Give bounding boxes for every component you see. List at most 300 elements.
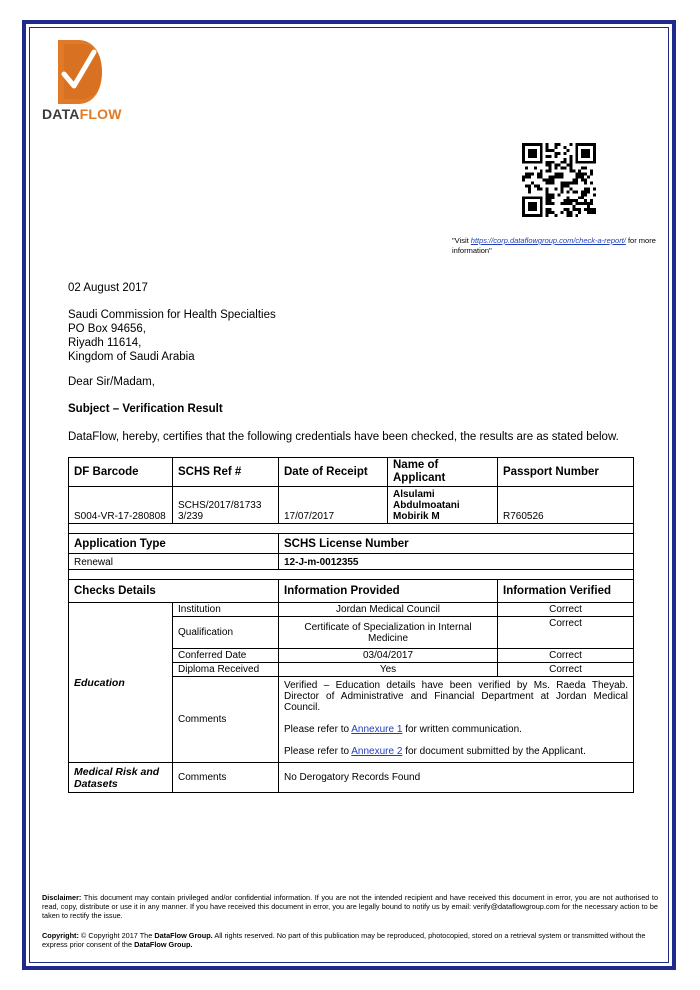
qr-module	[558, 173, 561, 176]
qr-module	[528, 176, 531, 179]
qr-module	[584, 187, 587, 190]
disclaimer-text: This document may contain privileged and/or confidential information. If you are not the intended recipient and have received this document in error, you are not authorised to read, copy, distribute or use it in any manner. If you have received this document in error, you are legally bound to notify us by email: verify@dataflowgroup.com for the necessary action to be taken to rectify the issue.	[42, 893, 658, 921]
qr-module	[558, 152, 561, 155]
qr-module	[540, 158, 543, 161]
verified-status: Correct	[498, 663, 634, 677]
spacer-cell	[69, 570, 634, 580]
qr-module	[534, 184, 537, 187]
qr-module	[549, 199, 552, 202]
qr-module	[555, 152, 558, 155]
qr-module	[531, 196, 534, 199]
qr-module	[566, 211, 569, 214]
qr-module	[546, 143, 549, 146]
qr-note-prefix: "Visit	[452, 236, 471, 245]
qr-module	[522, 205, 525, 208]
copyright-brand: DataFlow Group.	[154, 931, 213, 940]
qr-module	[560, 167, 563, 170]
qr-module	[566, 164, 569, 167]
qr-module	[531, 214, 534, 217]
qr-module	[560, 181, 563, 184]
qr-module	[555, 164, 558, 167]
qr-module	[543, 179, 546, 182]
qr-module	[590, 170, 593, 173]
copyright	[42, 931, 658, 949]
qr-module	[531, 161, 534, 164]
qr-module	[593, 143, 596, 146]
qr-module	[552, 179, 555, 182]
qr-module	[590, 143, 593, 146]
cell-passport-number: R760526	[498, 487, 634, 524]
qr-module	[525, 161, 528, 164]
qr-module	[531, 181, 534, 184]
qr-module	[575, 155, 578, 158]
qr-module	[525, 184, 528, 187]
table-header-row	[69, 458, 634, 487]
qr-module	[575, 190, 578, 193]
qr-module	[522, 211, 525, 214]
qr-module	[563, 202, 566, 205]
qr-module	[560, 161, 563, 164]
copyright-text: © Copyright 2017 The	[78, 931, 155, 940]
qr-module	[563, 158, 566, 161]
qr-module	[590, 199, 593, 202]
copyright-brand: DataFlow Group.	[134, 940, 193, 950]
qr-module	[546, 181, 549, 184]
logo-text-flow: FLOW	[79, 106, 122, 122]
qr-module	[587, 187, 590, 190]
qr-module	[549, 211, 552, 214]
qr-module	[584, 143, 587, 146]
qr-module	[534, 149, 537, 152]
header-information-verified: Information Verified	[498, 580, 634, 603]
qr-module	[555, 214, 558, 217]
qr-module	[587, 149, 590, 152]
qr-module	[584, 149, 587, 152]
qr-module	[575, 173, 578, 176]
qr-module	[566, 149, 569, 152]
qr-module	[537, 161, 540, 164]
qr-module	[546, 208, 549, 211]
qr-module	[587, 176, 590, 179]
qr-module	[549, 193, 552, 196]
qr-module	[575, 199, 578, 202]
qr-module	[552, 176, 555, 179]
qr-module	[587, 152, 590, 155]
qr-module	[572, 199, 575, 202]
qr-module	[575, 214, 578, 217]
qr-module	[537, 143, 540, 146]
application-row	[69, 554, 634, 570]
qr-module	[546, 196, 549, 199]
qr-module	[552, 181, 555, 184]
qr-module	[563, 167, 566, 170]
qr-module	[578, 208, 581, 211]
comment-text: Please refer to	[284, 746, 352, 757]
qr-module	[546, 149, 549, 152]
qr-module	[546, 214, 549, 217]
qr-module	[549, 208, 552, 211]
address-line: Riyadh 11614,	[68, 337, 142, 349]
qr-module	[522, 155, 525, 158]
qr-module	[569, 158, 572, 161]
qr-module	[534, 205, 537, 208]
verified-status: Correct	[498, 617, 634, 649]
qr-module	[581, 196, 584, 199]
check-label: Diploma Received	[173, 663, 279, 677]
qr-module	[540, 196, 543, 199]
qr-module	[566, 214, 569, 217]
check-label: Institution	[173, 603, 279, 617]
check-label: Qualification	[173, 617, 279, 649]
qr-module	[563, 208, 566, 211]
comments-label: Comments	[173, 763, 279, 793]
qr-module	[575, 208, 578, 211]
qr-module	[540, 176, 543, 179]
qr-module	[546, 179, 549, 182]
qr-module	[528, 202, 531, 205]
comment-paragraph: Verified – Education details have been verified by Ms. Raeda Theyab. Director of Administrative and Financial Department at Jordan Medical Council.	[284, 680, 628, 713]
qr-module	[555, 143, 558, 146]
education-comment	[279, 677, 634, 763]
qr-module	[534, 161, 537, 164]
copyright-label: Copyright:	[42, 931, 79, 940]
qr-module	[522, 158, 525, 161]
qr-module	[578, 176, 581, 179]
recipient-address	[68, 308, 276, 364]
qr-module	[581, 161, 584, 164]
logo-check-icon	[58, 40, 102, 104]
qr-module	[560, 202, 563, 205]
qr-module	[552, 211, 555, 214]
qr-module	[581, 143, 584, 146]
qr-module	[587, 161, 590, 164]
qr-module	[549, 202, 552, 205]
qr-module	[525, 176, 528, 179]
qr-module	[540, 199, 543, 202]
qr-module	[581, 176, 584, 179]
qr-module	[534, 208, 537, 211]
comment-paragraph	[284, 724, 628, 735]
qr-module	[552, 196, 555, 199]
qr-module	[569, 170, 572, 173]
qr-module	[522, 179, 525, 182]
qr-module	[587, 155, 590, 158]
qr-module	[560, 211, 563, 214]
table-spacer	[69, 524, 634, 534]
qr-module	[581, 202, 584, 205]
qr-module	[563, 161, 566, 164]
qr-module	[528, 187, 531, 190]
qr-module	[566, 184, 569, 187]
qr-module	[584, 199, 587, 202]
qr-module	[593, 211, 596, 214]
verification-table	[68, 457, 634, 793]
qr-module	[558, 143, 561, 146]
qr-module	[528, 149, 531, 152]
qr-module	[581, 152, 584, 155]
qr-module	[531, 149, 534, 152]
qr-module	[575, 181, 578, 184]
qr-module	[590, 202, 593, 205]
qr-module	[560, 173, 563, 176]
provided-value: 03/04/2017	[279, 649, 498, 663]
subject-line: Subject – Verification Result	[68, 403, 223, 415]
qr-module	[540, 211, 543, 214]
qr-module	[525, 167, 528, 170]
qr-module	[540, 155, 543, 158]
qr-module	[569, 211, 572, 214]
qr-module	[531, 173, 534, 176]
cell-schs-ref: SCHS/2017/81733 3/239	[173, 487, 279, 524]
qr-module	[546, 170, 549, 173]
table-row	[69, 487, 634, 524]
qr-module	[590, 211, 593, 214]
qr-module	[569, 143, 572, 146]
qr-module	[590, 161, 593, 164]
qr-module	[528, 152, 531, 155]
qr-module	[581, 167, 584, 170]
qr-module	[575, 161, 578, 164]
annexure-2-link[interactable]: Annexure 2	[351, 746, 403, 757]
qr-module	[584, 193, 587, 196]
education-row-institution	[69, 603, 634, 617]
qr-module	[581, 193, 584, 196]
qr-module	[566, 181, 569, 184]
qr-module	[575, 149, 578, 152]
qr-module	[546, 155, 549, 158]
verified-status: Correct	[498, 603, 634, 617]
qr-module	[540, 187, 543, 190]
qr-module	[581, 190, 584, 193]
qr-module	[549, 161, 552, 164]
qr-module	[584, 167, 587, 170]
qr-module	[566, 190, 569, 193]
qr-module	[546, 187, 549, 190]
qr-module	[584, 179, 587, 182]
qr-module	[549, 155, 552, 158]
qr-module	[552, 149, 555, 152]
comment-text: for written communication.	[402, 724, 522, 735]
medical-risk-label: Medical Risk and Datasets	[69, 763, 173, 793]
qr-module	[540, 152, 543, 155]
qr-module	[540, 149, 543, 152]
qr-module	[558, 164, 561, 167]
qr-module	[528, 184, 531, 187]
qr-module	[540, 173, 543, 176]
qr-module	[575, 146, 578, 149]
annexure-1-link[interactable]: Annexure 1	[351, 724, 403, 735]
qr-module	[528, 208, 531, 211]
qr-module	[555, 173, 558, 176]
qr-module	[549, 149, 552, 152]
education-label: Education	[69, 603, 173, 763]
cell-df-barcode: S004-VR-17-280808	[69, 487, 173, 524]
qr-module	[587, 205, 590, 208]
verified-status: Correct	[498, 649, 634, 663]
qr-module	[575, 202, 578, 205]
qr-module	[531, 155, 534, 158]
qr-module	[525, 143, 528, 146]
provided-value: Certificate of Specialization in Internal Medicine	[279, 617, 498, 649]
copyright-text: All rights reserved. No part of this publication may be reproduced, photocopied, stored on a retrieval system or transmitted without the express prior consent of the	[42, 931, 646, 950]
qr-module	[566, 202, 569, 205]
cell-license-number: 12-J-m-0012355	[279, 554, 634, 570]
qr-module	[522, 214, 525, 217]
qr-module	[528, 173, 531, 176]
qr-module	[584, 161, 587, 164]
qr-module	[581, 149, 584, 152]
qr-module	[522, 208, 525, 211]
qr-module	[578, 143, 581, 146]
qr-module	[549, 167, 552, 170]
qr-module	[546, 193, 549, 196]
qr-module	[549, 176, 552, 179]
qr-module	[569, 161, 572, 164]
qr-module	[569, 164, 572, 167]
qr-module	[560, 176, 563, 179]
qr-module	[528, 196, 531, 199]
application-header-row	[69, 534, 634, 554]
qr-module	[584, 173, 587, 176]
qr-module	[560, 187, 563, 190]
qr-code[interactable]	[522, 143, 596, 217]
qr-module	[572, 179, 575, 182]
qr-module	[584, 208, 587, 211]
qr-module	[593, 161, 596, 164]
qr-module	[593, 155, 596, 158]
check-label: Conferred Date	[173, 649, 279, 663]
qr-module	[593, 187, 596, 190]
qr-module	[534, 167, 537, 170]
qr-module	[572, 181, 575, 184]
comment-text: Please refer to	[284, 724, 352, 735]
qr-module	[522, 199, 525, 202]
qr-module	[593, 149, 596, 152]
qr-module	[555, 176, 558, 179]
qr-module	[584, 155, 587, 158]
qr-module	[593, 208, 596, 211]
medical-risk-row	[69, 763, 634, 793]
check-report-link[interactable]: https://corp.dataflowgroup.com/check-a-report/	[470, 236, 626, 245]
qr-module	[572, 170, 575, 173]
qr-module	[552, 193, 555, 196]
header-information-provided: Information Provided	[279, 580, 498, 603]
qr-module	[587, 211, 590, 214]
header-schs-license-number: SCHS License Number	[279, 534, 634, 554]
qr-module	[540, 143, 543, 146]
qr-module	[534, 143, 537, 146]
qr-module	[578, 196, 581, 199]
qr-module	[566, 208, 569, 211]
qr-module	[540, 170, 543, 173]
qr-module	[546, 190, 549, 193]
qr-module	[537, 176, 540, 179]
qr-module	[531, 205, 534, 208]
spacer-cell	[69, 524, 634, 534]
qr-module	[528, 214, 531, 217]
qr-module	[522, 146, 525, 149]
qr-module	[578, 161, 581, 164]
cell-applicant-name: Alsulami Abdulmoatani Mobirik M	[388, 487, 498, 524]
qr-module	[540, 146, 543, 149]
qr-module	[584, 202, 587, 205]
qr-module	[534, 214, 537, 217]
disclaimer	[42, 893, 658, 921]
qr-module	[534, 155, 537, 158]
qr-module	[537, 187, 540, 190]
table-spacer	[69, 570, 634, 580]
qr-module	[546, 146, 549, 149]
intro-paragraph: DataFlow, hereby, certifies that the following credentials have been checked, the results are as stated below.	[68, 431, 619, 443]
qr-module	[575, 152, 578, 155]
qr-module	[528, 155, 531, 158]
qr-module	[563, 184, 566, 187]
qr-module	[522, 202, 525, 205]
qr-module	[590, 208, 593, 211]
header-name-of-applicant: Name of Applicant	[388, 458, 498, 487]
qr-module	[522, 161, 525, 164]
qr-module	[563, 146, 566, 149]
qr-module	[522, 152, 525, 155]
qr-module	[537, 196, 540, 199]
letter-date: 02 August 2017	[68, 282, 148, 294]
qr-module	[587, 190, 590, 193]
qr-module	[522, 196, 525, 199]
qr-module	[566, 196, 569, 199]
qr-module	[552, 202, 555, 205]
qr-module	[537, 184, 540, 187]
qr-module	[525, 173, 528, 176]
qr-module	[546, 211, 549, 214]
qr-module	[522, 149, 525, 152]
logo-text-data: DATA	[42, 106, 80, 122]
qr-module	[587, 202, 590, 205]
qr-module	[540, 205, 543, 208]
qr-module	[534, 196, 537, 199]
qr-module	[549, 179, 552, 182]
qr-module	[584, 190, 587, 193]
qr-module	[549, 170, 552, 173]
qr-module	[560, 190, 563, 193]
qr-module	[555, 155, 558, 158]
qr-module	[572, 190, 575, 193]
comment-text: for document submitted by the Applicant.	[402, 746, 586, 757]
address-line: Saudi Commission for Health Specialties	[68, 309, 276, 321]
qr-module	[531, 202, 534, 205]
qr-module	[555, 146, 558, 149]
qr-module	[534, 202, 537, 205]
qr-module	[581, 155, 584, 158]
header-application-type: Application Type	[69, 534, 279, 554]
qr-module	[528, 161, 531, 164]
qr-module	[569, 187, 572, 190]
qr-module	[572, 208, 575, 211]
qr-module	[549, 164, 552, 167]
qr-module	[546, 199, 549, 202]
qr-module	[522, 143, 525, 146]
qr-module	[555, 167, 558, 170]
qr-module	[590, 173, 593, 176]
qr-module	[587, 143, 590, 146]
qr-module	[534, 152, 537, 155]
qr-module	[522, 176, 525, 179]
qr-module	[578, 170, 581, 173]
qr-module	[581, 173, 584, 176]
qr-module	[563, 152, 566, 155]
qr-module	[572, 205, 575, 208]
qr-note	[452, 236, 662, 256]
qr-module	[569, 155, 572, 158]
